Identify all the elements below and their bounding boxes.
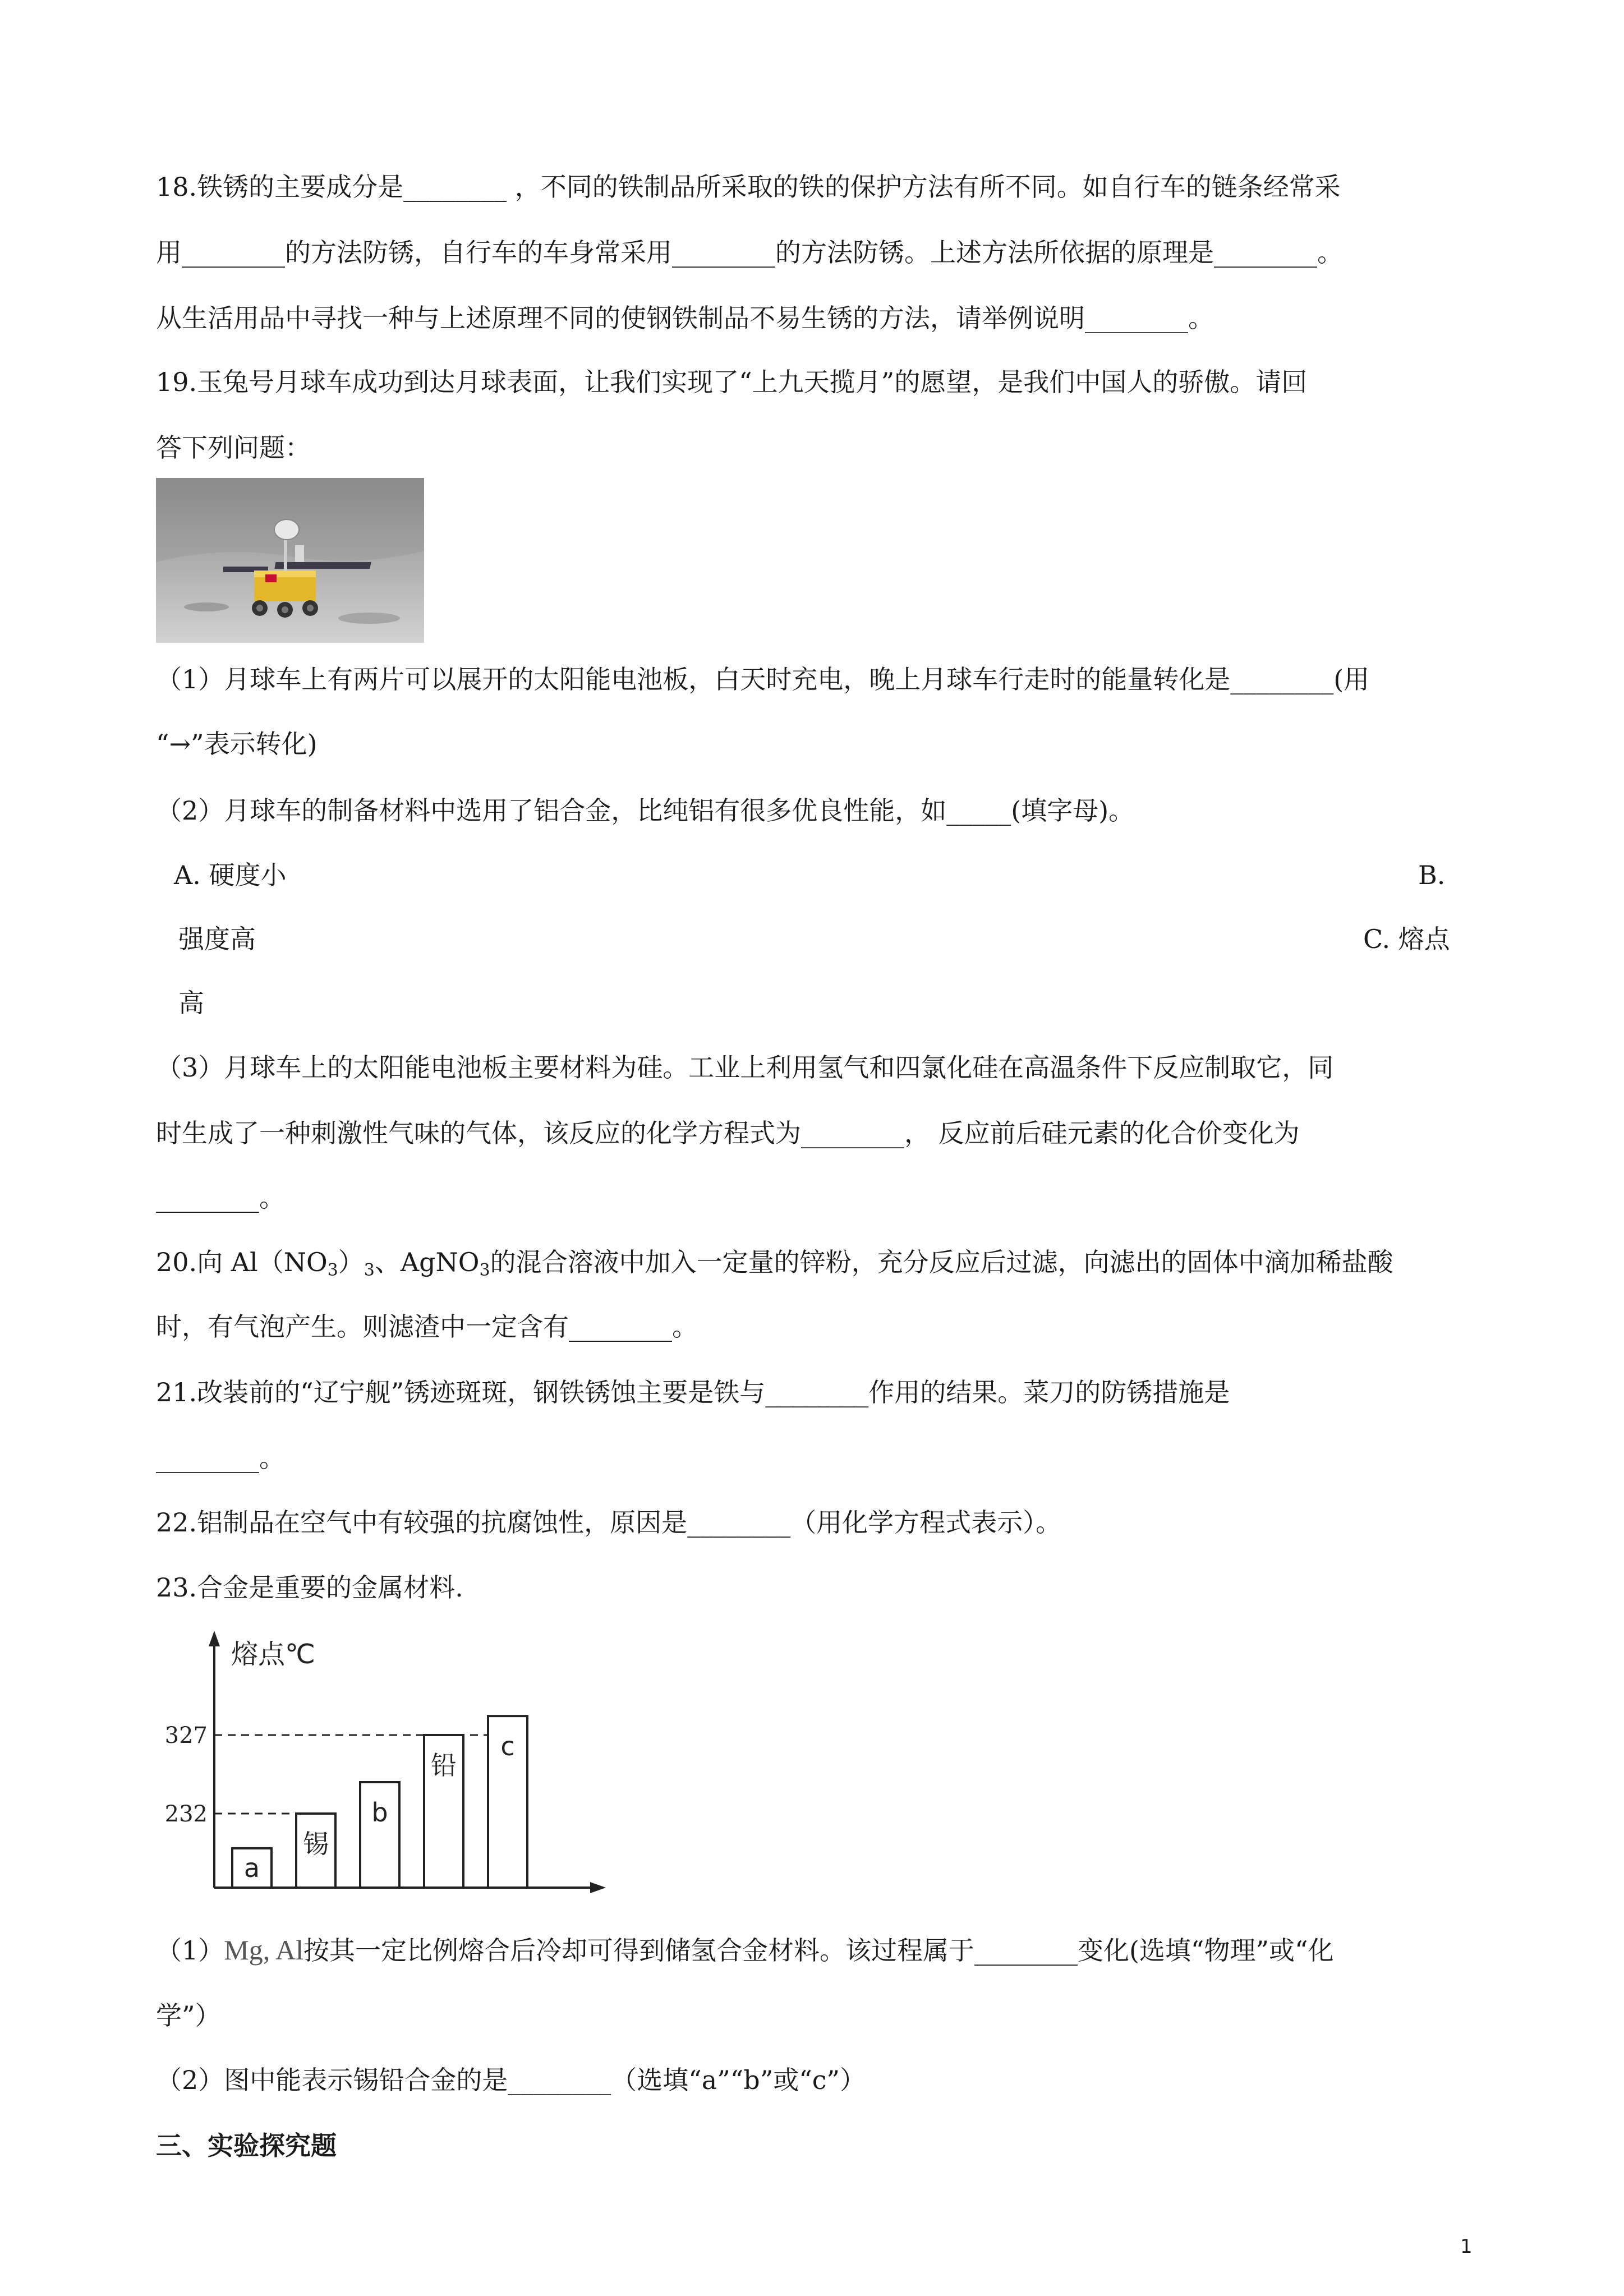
x-axis-arrow: [590, 1882, 606, 1893]
q21-line2: ________。: [156, 1443, 285, 1473]
q20-sub-2: 3: [364, 1260, 375, 1280]
bar-label-4: 铅: [431, 1750, 457, 1780]
q19-p3-line1: （3）月球车上的太阳能电池板主要材料为硅。工业上利用氢气和四氯化硅在高温条件下反应制取它，同: [156, 1052, 1334, 1083]
q23-p1-prefix: （1）: [156, 1935, 224, 1966]
q19-p2: （2）月球车的制备材料中选用了铝合金，比纯铝有很多优良性能，如_____(填字母)。: [156, 795, 1135, 826]
q19-line2: 答下列问题：: [156, 432, 311, 463]
option-c: C. 熔点: [1363, 924, 1450, 954]
q20-line2: 时，有气泡产生。则滤渣中一定含有________。: [156, 1312, 698, 1342]
q20-text-e: 、AgNO: [374, 1247, 480, 1277]
bar-label-5: c: [500, 1731, 515, 1762]
bar-label-2: 锡: [303, 1829, 329, 1859]
q18-line3: 从生活用品中寻找一种与上述原理不同的使钢铁制品不易生锈的方法，请举例说明________。: [156, 303, 1214, 333]
lunar-rover-photo: [156, 478, 424, 643]
q21-line1: 21.改装前的“辽宁舰”锈迹斑斑，钢铁锈蚀主要是铁与________作用的结果。菜刀的防锈措施是: [156, 1377, 1230, 1407]
q19-p3-line2: 时生成了一种刺激性气味的气体，该反应的化学方程式为________， 反应前后硅元素的化合价变化为: [156, 1118, 1300, 1148]
y-tick-label-327: 327: [164, 1723, 208, 1749]
q20-text-a: 20.向 Al（NO: [156, 1247, 328, 1277]
q19-p1-line2: “→”表示转化): [156, 729, 318, 759]
y-axis-arrow: [209, 1631, 220, 1646]
q23-line1: 23.合金是重要的金属材料.: [156, 1572, 463, 1603]
section-3-heading: 三、实验探究题: [156, 2131, 337, 2161]
option-a: A. 硬度小: [174, 860, 287, 890]
q23-p1-line1: [156, 1933, 1333, 1967]
q22-line1: 22.铝制品在空气中有较强的抗腐蚀性，原因是________（用化学方程式表示）。: [156, 1507, 1062, 1538]
y-tick-label-232: 232: [164, 1801, 208, 1827]
option-b-letter: B.: [1418, 860, 1446, 890]
q23-p1-line2: 学”）: [156, 2000, 221, 2031]
q19-line1: 19.玉兔号月球车成功到达月球表面，让我们实现了“上九天揽月”的愿望，是我们中国人的骄傲。请回: [156, 367, 1308, 397]
q20-line1: [156, 1245, 1393, 1287]
chart-svg: [153, 1624, 624, 1916]
q20-text-c: ）: [338, 1247, 364, 1277]
q19-p3-line3: ________。: [156, 1182, 285, 1213]
q20-sub-1: 3: [327, 1260, 338, 1280]
mg-al-formula: Mg, Al: [224, 1934, 303, 1966]
option-b-text: 强度高: [178, 924, 256, 954]
q23-p2: （2）图中能表示锡铅合金的是________（选填“a”“b”或“c”）: [156, 2065, 866, 2095]
q18-line2: 用________的方法防锈，自行车的车身常采用________的方法防锈。上述方法所依据的原理是________。: [156, 237, 1343, 268]
bar-label-1: a: [243, 1852, 260, 1883]
option-c-text: 高: [178, 988, 204, 1018]
bar-label-3: b: [371, 1797, 388, 1828]
y-axis-label: 熔点℃: [231, 1639, 315, 1670]
q18-line1: 18.铁锈的主要成分是________ ，不同的铁制品所采取的铁的保护方法有所不同。如自行车的链条经常采: [156, 172, 1341, 202]
q20-sub-3: 3: [479, 1260, 490, 1280]
q20-text-g: 的混合溶液中加入一定量的锌粉，充分反应后过滤，向滤出的固体中滴加稀盐酸: [490, 1247, 1393, 1277]
melting-point-chart: [153, 1624, 624, 1916]
q23-p1-rest: 按其一定比例熔合后冷却可得到储氢合金材料。该过程属于________变化(选填“物理”或“化: [303, 1935, 1334, 1966]
q19-p1-line1: （1）月球车上有两片可以展开的太阳能电池板，白天时充电，晚上月球车行走时的能量转化是________(用: [156, 664, 1370, 694]
page-number: 1: [1460, 2235, 1473, 2258]
